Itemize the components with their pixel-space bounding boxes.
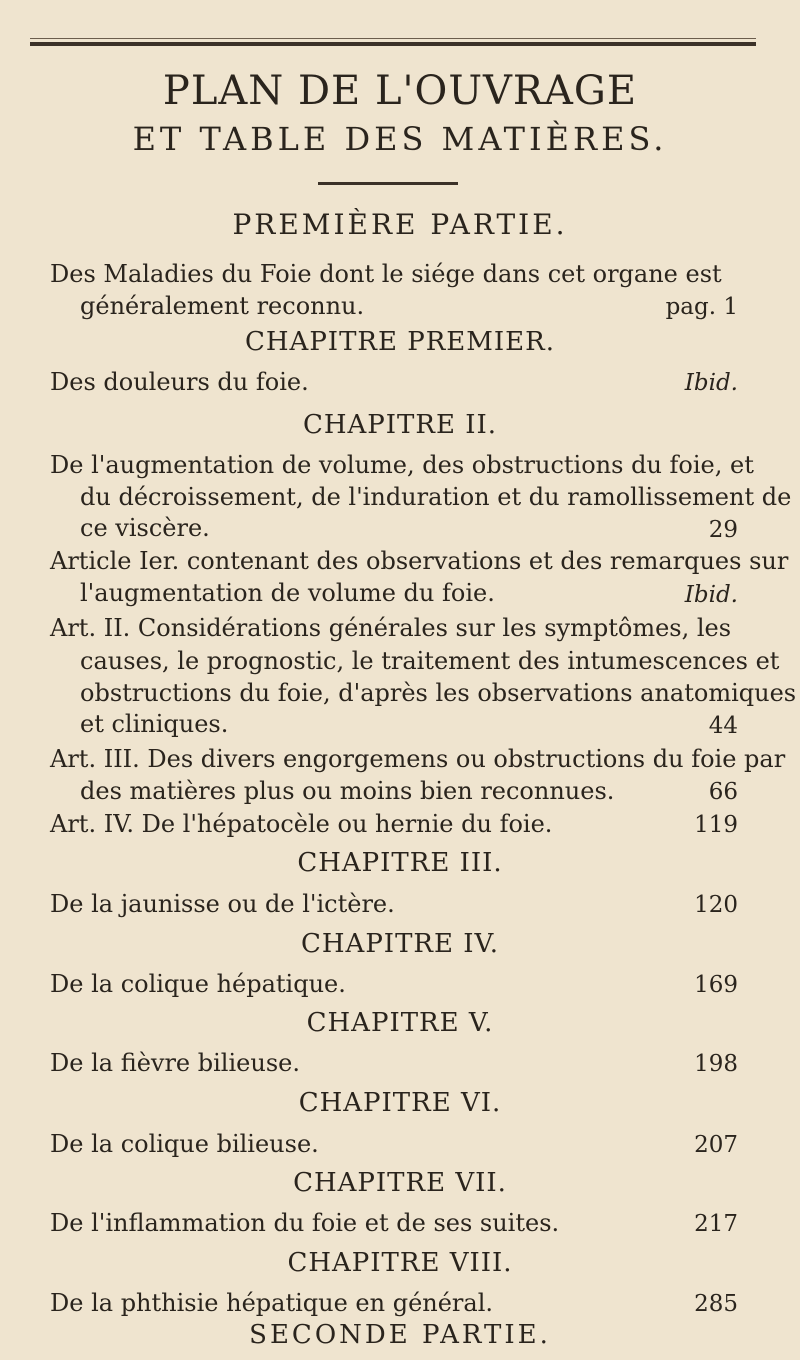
page-number: 29: [708, 517, 738, 543]
chapter-heading: CHAPITRE VI.: [298, 1088, 502, 1118]
chapter-heading: CHAPITRE PREMIER.: [244, 327, 556, 357]
toc-entry-line: De la phthisie hépatique en général.: [50, 1289, 494, 1317]
page-number: 169: [694, 972, 738, 998]
toc-entry-line: Art. IV. De l'hépatocèle ou hernie du foie.: [50, 810, 553, 838]
chapter-heading: CHAPITRE VIII.: [287, 1248, 513, 1278]
toc-entry-line: Art. III. Des divers engorgemens ou obstructions du foie par: [50, 745, 786, 773]
toc-entry-line: Des douleurs du foie.: [50, 368, 309, 396]
top-rule: [30, 42, 756, 46]
toc-entry-line: l'augmentation de volume du foie.: [80, 579, 495, 607]
toc-entry-line: et cliniques.: [80, 710, 229, 738]
page-number: 285: [694, 1291, 738, 1317]
toc-entry-line: De la colique hépatique.: [50, 970, 346, 998]
part-one-intro-line: généralement reconnu.: [80, 292, 365, 320]
toc-entry-line: De la colique bilieuse.: [50, 1130, 319, 1158]
part-one-intro-line: Des Maladies du Foie dont le siége dans cet organe est: [50, 260, 722, 288]
page-number: 217: [694, 1211, 738, 1237]
toc-entry-line: De l'inflammation du foie et de ses suites.: [50, 1209, 560, 1237]
toc-entry-line: Article Ier. contenant des observations et des remarques sur: [50, 547, 789, 575]
decorative-rule: [318, 182, 458, 185]
part-one-heading: PREMIÈRE PARTIE.: [232, 208, 568, 241]
part-two-heading: SECONDE PARTIE.: [249, 1320, 551, 1350]
page-number: 44: [708, 713, 738, 739]
toc-entry-line: des matières plus ou moins bien reconnues.: [80, 777, 615, 805]
page-number: 120: [694, 892, 738, 918]
toc-entry-line: du décroissement, de l'induration et du ramollissement de: [80, 483, 792, 511]
toc-entry-line: De la jaunisse ou de l'ictère.: [50, 890, 395, 918]
page-number: 207: [694, 1132, 738, 1158]
page-number: Ibid.: [684, 582, 738, 608]
page-number: pag. 1: [665, 294, 738, 320]
page-title: PLAN DE L'OUVRAGE: [162, 68, 638, 114]
chapter-heading: CHAPITRE III.: [297, 848, 503, 878]
toc-entry-line: ce viscère.: [80, 514, 210, 542]
top-rule-thin: [30, 38, 756, 39]
page-number: Ibid.: [684, 370, 738, 396]
toc-entry-line: causes, le prognostic, le traitement des intumescences et: [80, 647, 780, 675]
chapter-heading: CHAPITRE II.: [302, 410, 498, 440]
toc-entry-line: Art. II. Considérations générales sur les symptômes, les: [50, 614, 732, 642]
toc-entry-line: De l'augmentation de volume, des obstructions du foie, et: [50, 451, 754, 479]
page-subtitle: ET TABLE DES MATIÈRES.: [132, 120, 668, 158]
page-number: 66: [708, 779, 738, 805]
page-number: 119: [694, 812, 738, 838]
chapter-heading: CHAPITRE VII.: [293, 1168, 507, 1198]
toc-entry-line: De la fièvre bilieuse.: [50, 1049, 300, 1077]
chapter-heading: CHAPITRE V.: [306, 1008, 494, 1038]
chapter-heading: CHAPITRE IV.: [300, 929, 500, 959]
page-number: 198: [694, 1051, 738, 1077]
toc-entry-line: obstructions du foie, d'après les observations anatomiques: [80, 679, 797, 707]
